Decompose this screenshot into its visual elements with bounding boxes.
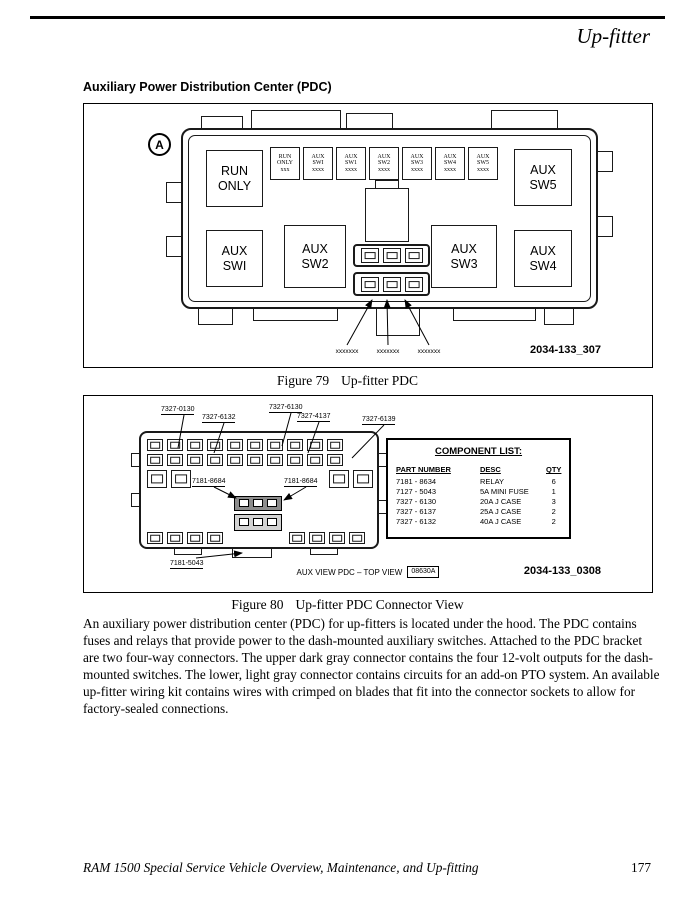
- part-label: 7181-5043: [170, 560, 204, 567]
- cavity-aux-sw4: [514, 230, 572, 287]
- fuse-label: ONLY: [276, 160, 294, 167]
- cavity-label: SW5: [529, 177, 557, 192]
- cavity-aux-sw1: [206, 230, 263, 287]
- fuse-label: xxxx: [378, 166, 390, 173]
- part-label: 7327-0130: [161, 406, 195, 413]
- socket-cell: [327, 439, 343, 451]
- cavity-aux-sw5: [514, 149, 572, 206]
- fuse-cavity: [402, 147, 432, 180]
- fuse-label: AUX: [443, 153, 457, 160]
- socket-cell: [207, 439, 223, 451]
- cavity-label: AUX: [530, 162, 556, 177]
- socket-cell: [287, 439, 303, 451]
- mount-tab: [596, 216, 613, 237]
- connector-callout: xxxxxxx: [335, 348, 359, 355]
- socket-cell: [267, 454, 283, 466]
- four-way-connector-dark: [234, 496, 282, 511]
- fuse-label: xxxx: [444, 166, 456, 173]
- header-rule: [30, 16, 665, 19]
- component-list-table: [396, 465, 561, 527]
- socket-cell: [147, 532, 163, 544]
- cell-desc: 25A J CASE: [480, 507, 522, 516]
- figure-doc-number: 2034-133_307: [530, 344, 601, 356]
- slot: [239, 499, 249, 507]
- fuse-label: SWI: [312, 160, 324, 167]
- part-label: 7327-4137: [297, 413, 331, 420]
- figure-79-caption: [0, 373, 695, 389]
- socket-cell: [329, 532, 345, 544]
- socket-cell: [267, 439, 283, 451]
- fuse-label: AUX: [344, 153, 358, 160]
- socket-cell: [147, 439, 163, 451]
- socket-cell: [187, 439, 203, 451]
- fuse-cavity: [468, 147, 498, 180]
- relay-socket: [147, 470, 167, 488]
- fuse-label: AUX: [476, 153, 490, 160]
- component-list: [386, 438, 571, 539]
- socket-cell: [167, 532, 183, 544]
- fuse-cavity: [435, 147, 465, 180]
- footer-title: RAM 1500 Special Service Vehicle Overview, Maintenance, and Up-fitting: [83, 860, 479, 875]
- socket-cell: [207, 532, 223, 544]
- cavity-aux-sw3: [431, 225, 497, 288]
- fuse-label: AUX: [377, 153, 391, 160]
- cavity-label: SWI: [222, 258, 247, 273]
- fuse-label: AUX: [311, 153, 325, 160]
- cavity-label: ONLY: [217, 178, 252, 193]
- caption-number: Figure 79: [277, 373, 330, 388]
- four-way-connector-upper: [353, 244, 430, 267]
- cavity-label: SW2: [301, 256, 329, 271]
- socket-cell: [383, 248, 401, 263]
- socket-cell: [361, 248, 379, 263]
- fuse-cavity: [369, 147, 399, 180]
- cell-qty: 3: [551, 497, 556, 506]
- callout-a: [148, 133, 171, 156]
- cell-qty: 1: [551, 487, 556, 496]
- cavity-label: SW4: [529, 258, 557, 273]
- connector-callout: xxxxxxx: [376, 348, 400, 355]
- socket-cell: [207, 454, 223, 466]
- fuse-label: xxxx: [477, 166, 489, 173]
- socket-cell: [307, 439, 323, 451]
- figure-80-caption: [0, 597, 695, 613]
- socket-cell: [405, 277, 423, 292]
- part-label: 7327-6132: [202, 414, 236, 421]
- part-label: 7181-8684: [192, 478, 226, 485]
- cell-part: 7327 - 6132: [396, 517, 437, 526]
- socket-cell: [289, 532, 305, 544]
- socket-cell: [227, 439, 243, 451]
- view-code: 08630A: [407, 566, 439, 578]
- cell-desc: 20A J CASE: [480, 497, 522, 506]
- footer-page-number: 177: [631, 860, 651, 875]
- socket-cell: [227, 454, 243, 466]
- relay-socket: [353, 470, 373, 488]
- relay-socket: [329, 470, 349, 488]
- fuse-label: RUN: [278, 153, 292, 160]
- socket-cell: [327, 454, 343, 466]
- mount-tab: [596, 151, 613, 172]
- column-header: QTY: [546, 465, 562, 474]
- cell-qty: 2: [551, 517, 556, 526]
- fuse-cavity: [270, 147, 300, 180]
- body-paragraph: An auxiliary power distribution center (PDC) for up-fitters is located under the hood. The PDC contains fuses and relays that provide power to the dash-mounted auxiliary switches. Attached to the PDC bracket are two four-way connectors. The upper dark gray connector contains the four 12-volt outputs for the dash-mounted switches. The lower, light gray connector contains circuits for an add-on PTO system. An available up-fitter wiring kit contains wires with crimped on blades that fit into the connector sockets to allow for factory-sealed connections.: [83, 616, 660, 716]
- caption-text: Up-fitter PDC Connector View: [295, 597, 464, 612]
- connector-callout: xxxxxxx: [417, 348, 441, 355]
- fuse-cavity: [303, 147, 333, 180]
- component-list-title: COMPONENT LIST:: [434, 446, 523, 457]
- fuse-label: SW3: [411, 160, 423, 167]
- socket-cell: [167, 454, 183, 466]
- cavity-aux-sw2: [284, 225, 346, 288]
- part-label: 7327-6130: [269, 404, 303, 411]
- part-label: 7181-8684: [284, 478, 318, 485]
- caption-number: Figure 80: [231, 597, 284, 612]
- cavity-run-only: [206, 150, 263, 207]
- fuse-label: xxxx: [312, 166, 324, 173]
- socket-cell: [287, 454, 303, 466]
- cavity-label: SW3: [450, 256, 478, 271]
- slot: [267, 518, 277, 526]
- fuse-label: SW5: [477, 160, 489, 167]
- socket-cell: [383, 277, 401, 292]
- cell-desc: RELAY: [480, 477, 505, 486]
- socket-cell: [309, 532, 325, 544]
- header-title: Up-fitter: [576, 24, 650, 48]
- socket-cell: [307, 454, 323, 466]
- cavity-label: AUX: [221, 243, 248, 258]
- view-label-row: [223, 566, 513, 578]
- cell-qty: 2: [551, 507, 556, 516]
- socket-cell: [247, 454, 263, 466]
- fuse-label: xxxx: [345, 166, 357, 173]
- cell-desc: 40A J CASE: [480, 517, 522, 526]
- fuse-label: xxx: [280, 166, 290, 173]
- view-label: AUX VIEW PDC – TOP VIEW: [296, 567, 403, 577]
- socket-cell: [147, 454, 163, 466]
- section-title: Auxiliary Power Distribution Center (PDC): [83, 80, 332, 94]
- figure-79-pdc-diagram: [83, 103, 653, 368]
- cell-part: 7327 - 6137: [396, 507, 437, 516]
- four-way-connector-lower: [353, 272, 430, 296]
- socket-cell: [187, 454, 203, 466]
- caption-text: Up-fitter PDC: [341, 373, 418, 388]
- socket-cell: [405, 248, 423, 263]
- slot: [239, 518, 249, 526]
- four-way-connector-light: [234, 514, 282, 531]
- part-label: 7327-6139: [362, 416, 396, 423]
- slot: [253, 499, 263, 507]
- column-header: DESC: [480, 465, 501, 474]
- cell-part: 7127 - 5043: [396, 487, 437, 496]
- fuse-label: SW2: [378, 160, 390, 167]
- cell-desc: 5A MINI FUSE: [480, 487, 529, 496]
- socket-cell: [167, 439, 183, 451]
- callout-a-label: A: [155, 137, 164, 152]
- fuse-label: AUX: [410, 153, 424, 160]
- slot: [253, 518, 263, 526]
- cavity-label: RUN: [220, 163, 249, 178]
- slot: [267, 499, 277, 507]
- figure-doc-number: 2034-133_0308: [523, 565, 601, 577]
- figure-80-connector-view: [83, 395, 653, 593]
- fuse-label: SW4: [444, 160, 456, 167]
- cavity-label: AUX: [530, 243, 556, 258]
- relay-socket: [171, 470, 191, 488]
- column-header: PART NUMBER: [396, 465, 451, 474]
- fuse-cavity: [336, 147, 366, 180]
- relay-cavity: [365, 188, 409, 242]
- cavity-label: AUX: [302, 241, 328, 256]
- fuse-label: xxxx: [411, 166, 423, 173]
- cavity-label: AUX: [451, 241, 477, 256]
- cell-qty: 6: [551, 477, 556, 486]
- socket-cell: [247, 439, 263, 451]
- socket-cell: [349, 532, 365, 544]
- cell-part: 7327 - 6130: [396, 497, 437, 506]
- cell-part: 7181 - 8634: [396, 477, 437, 486]
- socket-cell: [187, 532, 203, 544]
- fuse-label: SW1: [345, 160, 357, 167]
- socket-cell: [361, 277, 379, 292]
